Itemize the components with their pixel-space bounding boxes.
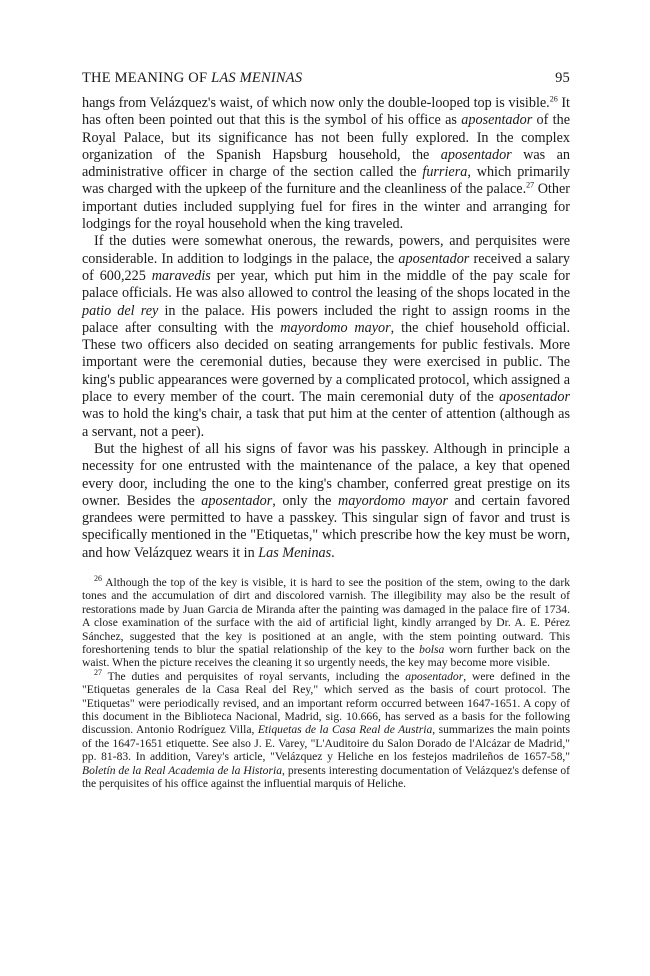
text-run: , summarizes the main points of the 1647-1651 etiquette. See also J. E. Varey, "L'Auditoire du Salon Dorado de l'Alcázar de Madrid," pp. 81-83. In addition, Varey's article, "Velázquez y Heliche en los festejos madrileños de 1657-58," — [82, 723, 571, 764]
italic-term: aposentador — [405, 669, 464, 683]
note-ref: 27 — [526, 180, 535, 190]
footnote-27 — [82, 670, 570, 791]
italic-term: Las Meninas — [258, 544, 332, 561]
text-run: , the chief household official. These two officers also decided on seating arrangements for public festivals. More important were the ceremonial duties, because they were exercised in public. The king's public appearances were governed by a complicated protocol, which assigned a place to every member of the court. The main ceremonial duty of the — [82, 319, 570, 406]
text-run: worn further back on the waist. When the picture receives the cleaning it so urgently needs, the key may become more visible. — [82, 643, 570, 670]
italic-term: Etiquetas de la Casa Real de Austria — [257, 723, 433, 737]
paragraph-1 — [82, 95, 570, 233]
text-run: was an administrative officer in charge of the section called the — [82, 146, 570, 181]
text-run: The duties and perquisites of royal servants, including the — [102, 669, 406, 683]
page-number: 95 — [555, 70, 570, 86]
text-run: , were defined in the "Etiquetas generales de la Casa Real del Rey," which served as the basis of court protocol. The "Etiquetas" were periodically revised, and an important reform occurred between 1647-1651. A copy of this document in the Biblioteca Nacional, Madrid, sig. 10.666, has served as a basis for the following discussion. Antonio Rodríguez Villa, — [82, 669, 570, 737]
italic-term: bolsa — [419, 643, 445, 657]
italic-term: aposentador — [440, 146, 512, 163]
italic-term: aposentador — [201, 492, 273, 509]
italic-term: mayordomo mayor — [337, 492, 448, 509]
text-run: , presents interesting documentation of Velázquez's defense of the perquisites of his office against the influential marquis of Heliche. — [82, 763, 571, 791]
italic-term: aposentador — [398, 250, 470, 267]
main-text — [82, 95, 570, 562]
text-run: per year, which put him in the middle of the pay scale for palace officials. He was also allowed to control the leasing of the shops located in the — [82, 267, 570, 302]
italic-term: aposentador — [461, 112, 533, 129]
text-run: was to hold the king's chair, a task that put him at the center of attention (although as a servant, not a peer). — [82, 406, 570, 440]
italic-term: mayordomo mayor — [280, 319, 391, 336]
paragraph-3 — [82, 441, 570, 562]
footnote-26 — [82, 576, 570, 670]
text-run: hangs from Velázquez's waist, of which now only the double-looped top is visible. — [82, 95, 550, 111]
running-header — [82, 70, 570, 87]
text-run: of the Royal Palace, but its significance has not been fully explored. In the complex organization of the Spanish Hapsburg household, the — [82, 112, 570, 163]
italic-term: Boletín de la Real Academia de la Historia — [82, 763, 282, 777]
text-run: Although the top of the key is visible, it is hard to see the position of the stem, owing to the dark tones and the accumulation of dirt and discolored varnish. The illegibility may also be the result of restorations made by Juan Garcia de Miranda after the painting was damaged in the palace fire of 1734. A close examination of the surface with the aid of artificial light, kindly arranged by Dr. A. E. Pérez Sánchez, suggested that the key is positioned at an angle, with the stem pointing outward. This foreshortening tends to blur the spatial relationship of the key to the — [82, 576, 570, 657]
text-run: If the duties were somewhat onerous, the rewards, powers, and perquisites were considerable. In addition to lodgings in the palace, the — [82, 233, 570, 267]
text-run: , which primarily was charged with the upkeep of the furniture and the cleanliness of the palace. — [82, 164, 570, 198]
text-run: Other important duties included supplying fuel for fires in the winter and arranging for lodgings for the royal household when the king traveled. — [82, 181, 570, 233]
paragraph-2 — [82, 233, 570, 441]
text-run: It has often been pointed out that this is the symbol of his office as — [82, 95, 570, 129]
text-run: and certain favored grandees were permitted to have a passkey. This singular sign of favor and trust is specifically mentioned in the "Etiquetas," which prescribe how the key must be worn, and how Velázquez wears it in — [82, 492, 571, 561]
text-run: . — [331, 544, 335, 561]
text-run: in the palace. His powers included the right to assign rooms in the palace after consulting with the — [82, 302, 570, 336]
text-run: received a salary of 600,225 — [82, 250, 571, 284]
running-title: THE MEANING OF LAS MENINAS — [82, 70, 303, 86]
text-run: , only the — [272, 492, 338, 509]
italic-term: maravedis — [151, 267, 211, 284]
note-ref: 26 — [94, 574, 102, 584]
note-ref: 27 — [94, 668, 102, 677]
note-ref: 26 — [549, 94, 558, 104]
italic-term: patio del rey — [82, 302, 159, 319]
italic-term: aposentador — [499, 389, 570, 406]
text-run: But the highest of all his signs of favor was his passkey. Although in principle a necessity for one entrusted with the maintenance of the palace, a key that opened every door, including the one to the king's chamber, conferred great prestige on its owner. Besides the — [82, 440, 570, 509]
footnotes — [82, 576, 570, 791]
italic-term: furriera — [422, 164, 468, 181]
book-page — [82, 70, 570, 791]
